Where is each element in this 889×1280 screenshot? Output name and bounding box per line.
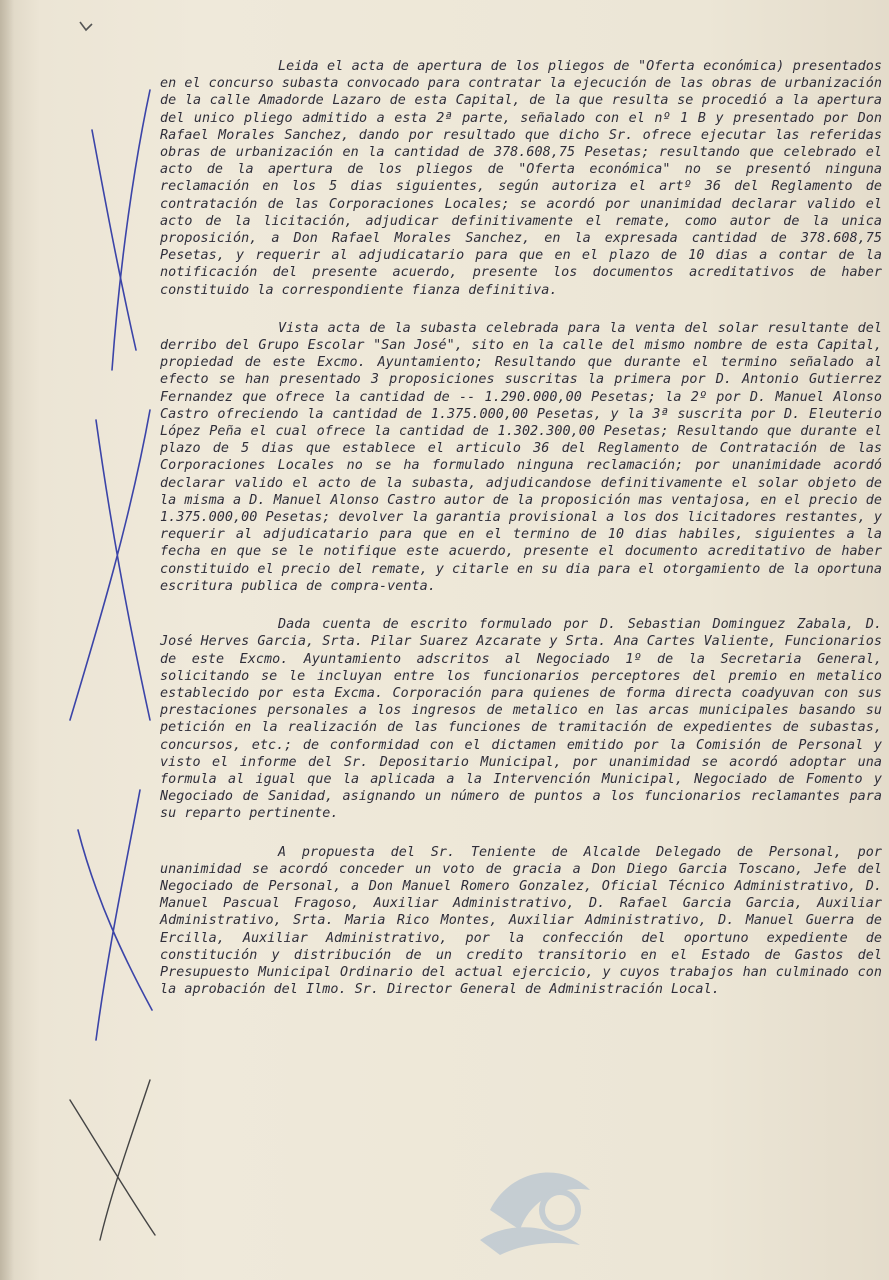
paragraph-text: Leida el acta de apertura de los pliegos de "Oferta económica) presentados en el concurso subasta convocado para contratar la ejecución de las obras de urbanización de la calle Amadorde Lazaro de esta Capital, de la que resulta se procedió a la apertura del unico pliego admitido a esta 2ª parte, señalado con el nº 1 B y presentado por Don Rafael Morales Sanchez, dando por resultado que dicho Sr. ofrece ejecutar las referidas obras de urbanización en la cantidad de 378.608,75 Pesetas; resultando que celebrado el acto de la apertura de los pliegos de "Oferta económica" no se presentó ninguna reclamación en los 5 dias siguientes, según autoriza el artº 36 del Reglamento de contratación de las Corporaciones Locales; se acordó por unanimidad declarar valido el acto de la licitación, adjudicar definitivamente el remate, como autor de la unica proposición, a Don Rafael Morales Sanchez, en la expresada cantidad de 378.608,75 Pesetas, y requerir al adjudicatario para que en el plazo de 10 dias a contar de la notificación del presente acuerdo, presente los documentos acreditativos de haber constituido la correspondiente fianza definitiva. [160, 59, 882, 298]
paragraph-solar-auction [160, 320, 882, 595]
document-body [160, 58, 882, 1019]
paragraph-urbanization-works [160, 58, 882, 299]
archive-watermark [470, 1150, 870, 1260]
cross-mark-icon [70, 410, 150, 720]
cross-mark-icon [70, 1080, 155, 1240]
paragraph-text: Vista acta de la subasta celebrada para la venta del solar resultante del derribo del Grupo Escolar "San José", sito en la calle del mismo nombre de esta Capital, propiedad de este Excmo. Ayuntamiento; Resultando que durante el termino señalado al efecto se han presentado 3 proposiciones suscritas la primera por D. Antonio Gutierrez Fernandez que ofrece la cantidad de -- 1.290.000,00 Pesetas; la 2º por D. Manuel Alonso Castro ofreciendo la cantidad de 1.375.000,00 Pesetas, y la 3ª suscrita por D. Eleuterio López Peña el cual ofrece la cantidad de 1.302.300,00 Pesetas; Resultando que durante el plazo de 5 dias que establece el articulo 36 del Reglamento de Contratación de las Corporaciones Locales no se ha formulado ninguna reclamación; por unanimidade acordó declarar valido el acto de la subasta, adjudicandose definitivamente el solar objeto de la misma a D. Manuel Alonso Castro autor de la proposición mas ventajosa, en el precio de 1.375.000,00 Pesetas; devolver la garantia provisional a los dos licitadores restantes, y requerir al adjudicatario para que en el termino de 10 dias habiles, siguientes a la fecha en que se le notifique este acuerdo, presente el documento acreditativo de haber constituido el precio del remate, y citarle en su dia para el otorgamiento de la oportuna escritura publica de compra-venta. [160, 320, 882, 594]
corner-tick-icon [78, 18, 94, 34]
cross-mark-icon [92, 90, 150, 370]
paragraph-staff-request [160, 616, 882, 822]
paragraph-vote-of-thanks [160, 844, 882, 999]
page-edge-shadow [0, 0, 14, 1280]
cross-mark-icon [78, 790, 152, 1040]
archive-watermark-icon [470, 1150, 870, 1260]
paragraph-text: Dada cuenta de escrito formulado por D. Sebastian Dominguez Zabala, D. José Herves Garcia, Srta. Pilar Suarez Azcarate y Srta. Ana Cartes Valiente, Funcionarios de este Excmo. Ayuntamiento adscritos al Negociado 1º de la Secretaria General, solicitando se le incluyan entre los funcionarios perceptores del premio en metalico establecido por esta Excma. Corporación para quienes de forma directa coadyuvan con sus prestaciones personales a los ingresos de metalico en las arcas municipales basando su petición en la realización de las funciones de tramitación de expedientes de subastas, concursos, etc.; de conformidad con el dictamen emitido por la Comisión de Personal y visto el informe del Sr. Depositario Municipal, por unanimidad se acordó adoptar una formula al igual que la aplicada a la Intervención Municipal, Negociado de Fomento y Negociado de Sanidad, asignando un número de puntos a los funcionarios reclamantes para su reparto pertinente. [160, 617, 882, 822]
paragraph-text: A propuesta del Sr. Teniente de Alcalde Delegado de Personal, por unanimidad se acordó conceder un voto de gracia a Don Diego Garcia Toscano, Jefe del Negociado de Personal, a Don Manuel Romero Gonzalez, Oficial Técnico Administrativo, D. Manuel Pascual Fragoso, Auxiliar Administrativo, D. Rafael Garcia Garcia, Auxiliar Administrativo, Srta. Maria Rico Montes, Auxiliar Administrativo, D. Manuel Guerra de Ercilla, Auxiliar Administrativo, por la confección del oportuno expediente de constitución y distribución de un credito transitorio en el Estado de Gastos del Presupuesto Municipal Ordinario del actual ejercicio, y cuyos trabajos han culminado con la aprobación del Ilmo. Sr. Director General de Administración Local. [160, 844, 882, 998]
